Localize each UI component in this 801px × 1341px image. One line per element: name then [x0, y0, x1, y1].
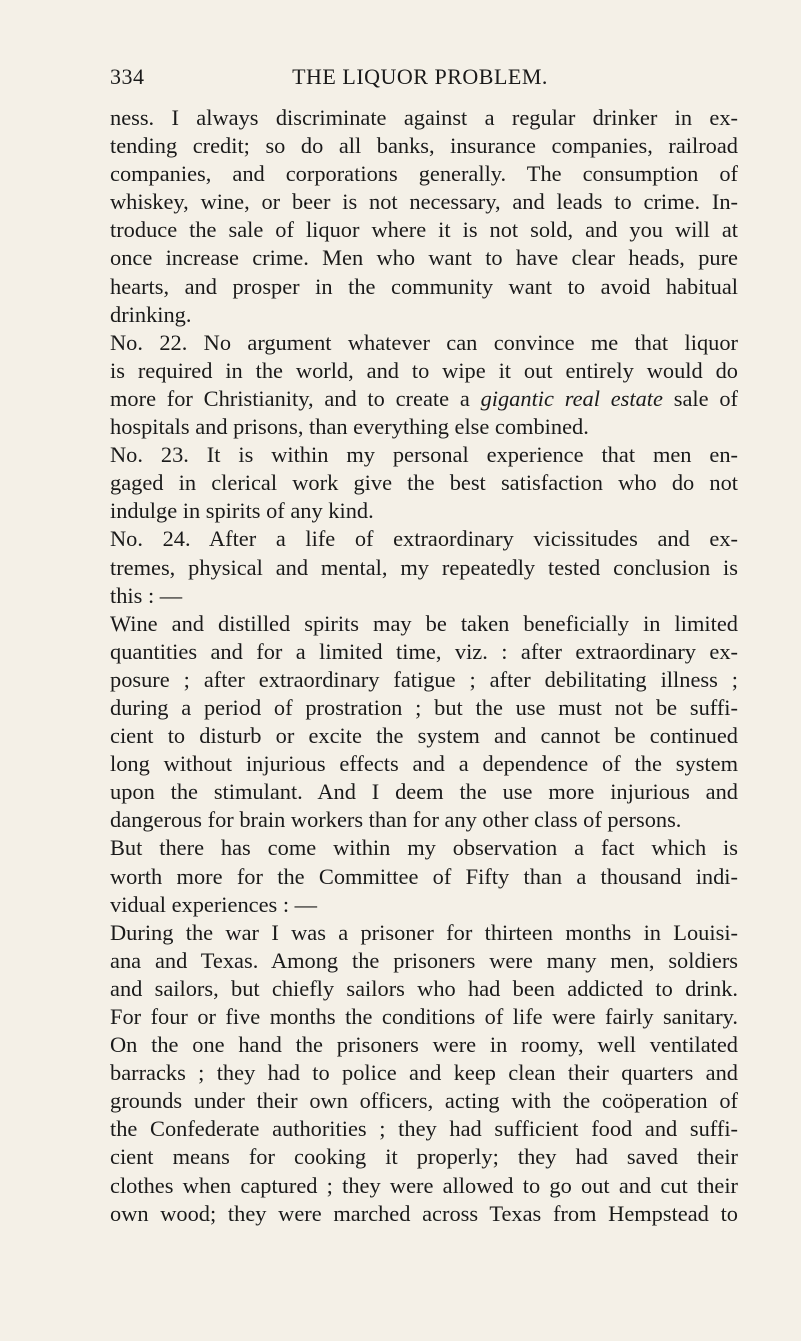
text-line: No. 24. After a life of extraordinary vicissitudes and ex- — [110, 526, 738, 552]
text-line: No. 23. It is within my personal experience that men en- — [110, 442, 738, 468]
text-line: hearts, and prosper in the community want to avoid habitual — [110, 273, 738, 299]
text-line: No. 22. No argument whatever can convince me that liquor — [110, 329, 738, 355]
text-line: Wine and distilled spirits may be taken beneficially in limited — [110, 610, 738, 636]
running-head: THE LIQUOR PROBLEM. — [292, 64, 548, 89]
text-line: once increase crime. Men who want to have clear heads, pure — [110, 245, 738, 271]
text-line: But there has come within my observation a fact which is — [110, 835, 738, 861]
text-line: and sailors, but chiefly sailors who had been addicted to drink. — [110, 975, 738, 1001]
text-line: indulge in spirits of any kind. — [110, 498, 374, 524]
page-number: 334 — [110, 64, 145, 89]
text-line: this : — — [110, 582, 183, 608]
text-line: hospitals and prisons, than everything else combined. — [110, 414, 589, 440]
text-line: is required in the world, and to wipe it out entirely would do — [110, 357, 738, 383]
italic-phrase: gigantic real estate — [480, 385, 663, 411]
text-line: dangerous for brain workers than for any other class of persons. — [110, 807, 682, 833]
text-segment: more for Christianity, and to create a — [110, 385, 481, 411]
text-line: During the war I was a prisoner for thirteen months in Louisi- — [110, 919, 738, 945]
paragraph — [110, 834, 738, 918]
text-line: upon the stimulant. And I deem the use more injurious and — [110, 779, 738, 805]
text-line: long without injurious effects and a dependence of the system — [110, 751, 738, 777]
paragraph — [110, 441, 738, 525]
text-line: the Confederate authorities ; they had sufficient food and suffi- — [110, 1116, 738, 1142]
text-line: vidual experiences : — — [110, 891, 318, 917]
body-text — [110, 104, 738, 1228]
paragraph — [110, 610, 738, 835]
paragraph — [110, 919, 738, 1228]
text-line: drinking. — [110, 301, 192, 327]
text-line: cient to disturb or excite the system and cannot be continued — [110, 723, 738, 749]
text-line: ness. I always discriminate against a regular drinker in ex- — [110, 105, 738, 130]
text-line: gaged in clerical work give the best satisfaction who do not — [110, 470, 738, 496]
text-line: For four or five months the conditions of life were fairly sanitary. — [110, 1004, 738, 1029]
text-line: posure ; after extraordinary fatigue ; after debilitating illness ; — [110, 666, 738, 692]
text-line: during a period of prostration ; but the use must not be suffi- — [110, 694, 738, 720]
text-line: own wood; they were marched across Texas from Hempstead to — [110, 1200, 738, 1226]
text-line: grounds under their own officers, acting with the coöperation of — [110, 1088, 738, 1114]
paragraph — [110, 329, 738, 441]
text-line: companies, and corporations generally. The consumption of — [110, 161, 738, 187]
text-line: quantities and for a limited time, viz. : after extraordinary ex- — [110, 638, 738, 664]
text-line: cient means for cooking it properly; they had saved their — [110, 1144, 738, 1170]
text-line: barracks ; they had to police and keep clean their quarters and — [110, 1060, 738, 1086]
text-segment: sale of — [662, 385, 738, 411]
text-line: tending credit; so do all banks, insurance companies, railroad — [110, 133, 738, 159]
text-line: clothes when captured ; they were allowed to go out and cut their — [110, 1172, 738, 1198]
text-line: worth more for the Committee of Fifty than a thousand indi- — [110, 863, 738, 889]
text-line: On the one hand the prisoners were in roomy, well ventilated — [110, 1032, 738, 1058]
paragraph — [110, 104, 738, 329]
text-line-with-italic — [110, 385, 738, 413]
paragraph — [110, 525, 738, 609]
text-line: ana and Texas. Among the prisoners were many men, soldiers — [110, 947, 738, 973]
page-header — [110, 64, 730, 94]
text-line: tremes, physical and mental, my repeatedly tested conclusion is — [110, 554, 738, 580]
text-line: whiskey, wine, or beer is not necessary, and leads to crime. In- — [110, 189, 738, 215]
text-line: troduce the sale of liquor where it is not sold, and you will at — [110, 217, 738, 243]
